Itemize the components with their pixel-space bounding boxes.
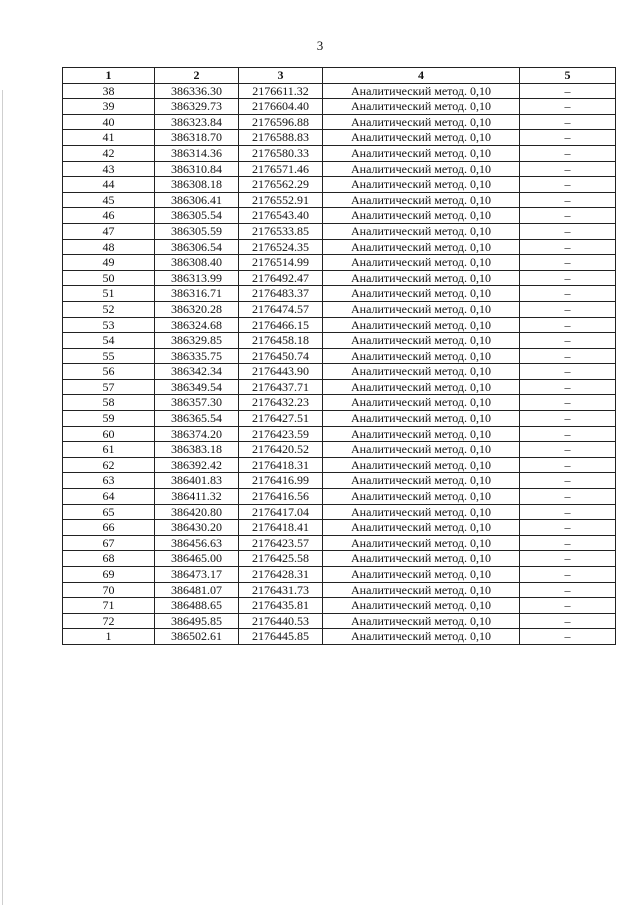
y-coordinate-cell: 2176431.73 [239,582,323,598]
method-accuracy-cell: Аналитический метод. 0,10 [323,426,520,442]
column-header: 5 [520,68,616,84]
y-coordinate-cell: 2176524.35 [239,239,323,255]
note-cell: – [520,192,616,208]
point-number-cell: 40 [63,114,155,130]
y-coordinate-cell: 2176418.31 [239,457,323,473]
y-coordinate-cell: 2176492.47 [239,270,323,286]
note-cell: – [520,379,616,395]
table-row [63,567,616,583]
method-accuracy-cell: Аналитический метод. 0,10 [323,364,520,380]
point-number-cell: 54 [63,333,155,349]
note-cell: – [520,317,616,333]
y-coordinate-cell: 2176533.85 [239,223,323,239]
point-number-cell: 58 [63,395,155,411]
table-row [63,192,616,208]
x-coordinate-cell: 386324.68 [155,317,239,333]
table-row [63,395,616,411]
table-row [63,364,616,380]
x-coordinate-cell: 386365.54 [155,411,239,427]
y-coordinate-cell: 2176604.40 [239,99,323,115]
point-number-cell: 60 [63,426,155,442]
table-row [63,348,616,364]
x-coordinate-cell: 386318.70 [155,130,239,146]
x-coordinate-cell: 386316.71 [155,286,239,302]
table-row [63,301,616,317]
point-number-cell: 55 [63,348,155,364]
table-row [63,317,616,333]
table-row [63,255,616,271]
point-number-cell: 63 [63,473,155,489]
x-coordinate-cell: 386335.75 [155,348,239,364]
y-coordinate-cell: 2176562.29 [239,177,323,193]
note-cell: – [520,99,616,115]
x-coordinate-cell: 386488.65 [155,598,239,614]
point-number-cell: 1 [63,629,155,645]
table-row [63,161,616,177]
point-number-cell: 67 [63,535,155,551]
note-cell: – [520,535,616,551]
y-coordinate-cell: 2176416.99 [239,473,323,489]
note-cell: – [520,551,616,567]
column-header: 4 [323,68,520,84]
table-row [63,473,616,489]
note-cell: – [520,504,616,520]
y-coordinate-cell: 2176445.85 [239,629,323,645]
table-row [63,426,616,442]
note-cell: – [520,270,616,286]
method-accuracy-cell: Аналитический метод. 0,10 [323,223,520,239]
note-cell: – [520,177,616,193]
table-row [63,613,616,629]
method-accuracy-cell: Аналитический метод. 0,10 [323,582,520,598]
note-cell: – [520,223,616,239]
table-row [63,582,616,598]
note-cell: – [520,130,616,146]
method-accuracy-cell: Аналитический метод. 0,10 [323,489,520,505]
table-row [63,551,616,567]
note-cell: – [520,333,616,349]
method-accuracy-cell: Аналитический метод. 0,10 [323,613,520,629]
method-accuracy-cell: Аналитический метод. 0,10 [323,551,520,567]
point-number-cell: 45 [63,192,155,208]
y-coordinate-cell: 2176580.33 [239,145,323,161]
note-cell: – [520,208,616,224]
x-coordinate-cell: 386392.42 [155,457,239,473]
table-row [63,145,616,161]
x-coordinate-cell: 386306.41 [155,192,239,208]
method-accuracy-cell: Аналитический метод. 0,10 [323,114,520,130]
y-coordinate-cell: 2176588.83 [239,130,323,146]
x-coordinate-cell: 386349.54 [155,379,239,395]
point-number-cell: 39 [63,99,155,115]
method-accuracy-cell: Аналитический метод. 0,10 [323,99,520,115]
method-accuracy-cell: Аналитический метод. 0,10 [323,379,520,395]
note-cell: – [520,473,616,489]
note-cell: – [520,83,616,99]
x-coordinate-cell: 386308.18 [155,177,239,193]
y-coordinate-cell: 2176428.31 [239,567,323,583]
y-coordinate-cell: 2176611.32 [239,83,323,99]
note-cell: – [520,255,616,271]
x-coordinate-cell: 386329.73 [155,99,239,115]
method-accuracy-cell: Аналитический метод. 0,10 [323,629,520,645]
table-row [63,520,616,536]
point-number-cell: 71 [63,598,155,614]
x-coordinate-cell: 386430.20 [155,520,239,536]
y-coordinate-cell: 2176418.41 [239,520,323,536]
point-number-cell: 49 [63,255,155,271]
method-accuracy-cell: Аналитический метод. 0,10 [323,473,520,489]
table-row [63,457,616,473]
note-cell: – [520,145,616,161]
note-cell: – [520,114,616,130]
note-cell: – [520,567,616,583]
column-header: 3 [239,68,323,84]
note-cell: – [520,426,616,442]
method-accuracy-cell: Аналитический метод. 0,10 [323,301,520,317]
x-coordinate-cell: 386323.84 [155,114,239,130]
method-accuracy-cell: Аналитический метод. 0,10 [323,130,520,146]
note-cell: – [520,520,616,536]
note-cell: – [520,411,616,427]
point-number-cell: 53 [63,317,155,333]
y-coordinate-cell: 2176416.56 [239,489,323,505]
point-number-cell: 42 [63,145,155,161]
point-number-cell: 50 [63,270,155,286]
method-accuracy-cell: Аналитический метод. 0,10 [323,317,520,333]
y-coordinate-cell: 2176440.53 [239,613,323,629]
point-number-cell: 72 [63,613,155,629]
point-number-cell: 48 [63,239,155,255]
table-row [63,489,616,505]
x-coordinate-cell: 386495.85 [155,613,239,629]
coordinates-table [62,67,616,645]
method-accuracy-cell: Аналитический метод. 0,10 [323,286,520,302]
y-coordinate-cell: 2176483.37 [239,286,323,302]
note-cell: – [520,598,616,614]
table-row [63,223,616,239]
x-coordinate-cell: 386313.99 [155,270,239,286]
note-cell: – [520,301,616,317]
note-cell: – [520,286,616,302]
method-accuracy-cell: Аналитический метод. 0,10 [323,598,520,614]
x-coordinate-cell: 386306.54 [155,239,239,255]
x-coordinate-cell: 386456.63 [155,535,239,551]
table-row [63,270,616,286]
y-coordinate-cell: 2176420.52 [239,442,323,458]
method-accuracy-cell: Аналитический метод. 0,10 [323,457,520,473]
point-number-cell: 44 [63,177,155,193]
point-number-cell: 64 [63,489,155,505]
method-accuracy-cell: Аналитический метод. 0,10 [323,255,520,271]
x-coordinate-cell: 386310.84 [155,161,239,177]
note-cell: – [520,582,616,598]
y-coordinate-cell: 2176474.57 [239,301,323,317]
y-coordinate-cell: 2176432.23 [239,395,323,411]
column-header: 1 [63,68,155,84]
table-body [63,83,616,644]
table-row [63,442,616,458]
table-row [63,286,616,302]
table-row [63,208,616,224]
x-coordinate-cell: 386320.28 [155,301,239,317]
x-coordinate-cell: 386383.18 [155,442,239,458]
method-accuracy-cell: Аналитический метод. 0,10 [323,504,520,520]
point-number-cell: 56 [63,364,155,380]
table-row [63,411,616,427]
x-coordinate-cell: 386481.07 [155,582,239,598]
scan-edge-line [2,90,3,905]
method-accuracy-cell: Аналитический метод. 0,10 [323,270,520,286]
table-row [63,114,616,130]
note-cell: – [520,457,616,473]
method-accuracy-cell: Аналитический метод. 0,10 [323,83,520,99]
note-cell: – [520,613,616,629]
point-number-cell: 51 [63,286,155,302]
method-accuracy-cell: Аналитический метод. 0,10 [323,333,520,349]
y-coordinate-cell: 2176417.04 [239,504,323,520]
x-coordinate-cell: 386342.34 [155,364,239,380]
x-coordinate-cell: 386305.54 [155,208,239,224]
point-number-cell: 38 [63,83,155,99]
x-coordinate-cell: 386420.80 [155,504,239,520]
point-number-cell: 47 [63,223,155,239]
table-row [63,83,616,99]
point-number-cell: 52 [63,301,155,317]
x-coordinate-cell: 386314.36 [155,145,239,161]
note-cell: – [520,161,616,177]
method-accuracy-cell: Аналитический метод. 0,10 [323,145,520,161]
x-coordinate-cell: 386329.85 [155,333,239,349]
y-coordinate-cell: 2176435.81 [239,598,323,614]
y-coordinate-cell: 2176543.40 [239,208,323,224]
method-accuracy-cell: Аналитический метод. 0,10 [323,442,520,458]
x-coordinate-cell: 386401.83 [155,473,239,489]
table-row [63,629,616,645]
method-accuracy-cell: Аналитический метод. 0,10 [323,348,520,364]
x-coordinate-cell: 386308.40 [155,255,239,271]
x-coordinate-cell: 386357.30 [155,395,239,411]
point-number-cell: 43 [63,161,155,177]
y-coordinate-cell: 2176596.88 [239,114,323,130]
x-coordinate-cell: 386502.61 [155,629,239,645]
x-coordinate-cell: 386465.00 [155,551,239,567]
page-number: 3 [316,38,324,53]
y-coordinate-cell: 2176437.71 [239,379,323,395]
method-accuracy-cell: Аналитический метод. 0,10 [323,208,520,224]
point-number-cell: 46 [63,208,155,224]
method-accuracy-cell: Аналитический метод. 0,10 [323,192,520,208]
y-coordinate-cell: 2176450.74 [239,348,323,364]
point-number-cell: 68 [63,551,155,567]
note-cell: – [520,348,616,364]
table-row [63,504,616,520]
y-coordinate-cell: 2176466.15 [239,317,323,333]
note-cell: – [520,239,616,255]
method-accuracy-cell: Аналитический метод. 0,10 [323,239,520,255]
point-number-cell: 69 [63,567,155,583]
x-coordinate-cell: 386411.32 [155,489,239,505]
note-cell: – [520,442,616,458]
method-accuracy-cell: Аналитический метод. 0,10 [323,535,520,551]
table-row [63,535,616,551]
point-number-cell: 66 [63,520,155,536]
x-coordinate-cell: 386305.59 [155,223,239,239]
point-number-cell: 59 [63,411,155,427]
table-row [63,333,616,349]
table-row [63,379,616,395]
y-coordinate-cell: 2176571.46 [239,161,323,177]
method-accuracy-cell: Аналитический метод. 0,10 [323,520,520,536]
y-coordinate-cell: 2176458.18 [239,333,323,349]
table-header-row [63,68,616,84]
table-row [63,130,616,146]
method-accuracy-cell: Аналитический метод. 0,10 [323,395,520,411]
method-accuracy-cell: Аналитический метод. 0,10 [323,177,520,193]
x-coordinate-cell: 386336.30 [155,83,239,99]
y-coordinate-cell: 2176423.59 [239,426,323,442]
note-cell: – [520,364,616,380]
y-coordinate-cell: 2176425.58 [239,551,323,567]
note-cell: – [520,395,616,411]
y-coordinate-cell: 2176514.99 [239,255,323,271]
y-coordinate-cell: 2176427.51 [239,411,323,427]
point-number-cell: 62 [63,457,155,473]
method-accuracy-cell: Аналитический метод. 0,10 [323,411,520,427]
table-row [63,598,616,614]
point-number-cell: 57 [63,379,155,395]
table-row [63,177,616,193]
point-number-cell: 65 [63,504,155,520]
point-number-cell: 61 [63,442,155,458]
y-coordinate-cell: 2176443.90 [239,364,323,380]
method-accuracy-cell: Аналитический метод. 0,10 [323,567,520,583]
y-coordinate-cell: 2176552.91 [239,192,323,208]
note-cell: – [520,629,616,645]
note-cell: – [520,489,616,505]
point-number-cell: 70 [63,582,155,598]
point-number-cell: 41 [63,130,155,146]
y-coordinate-cell: 2176423.57 [239,535,323,551]
table-row [63,239,616,255]
column-header: 2 [155,68,239,84]
x-coordinate-cell: 386473.17 [155,567,239,583]
table-row [63,99,616,115]
method-accuracy-cell: Аналитический метод. 0,10 [323,161,520,177]
x-coordinate-cell: 386374.20 [155,426,239,442]
